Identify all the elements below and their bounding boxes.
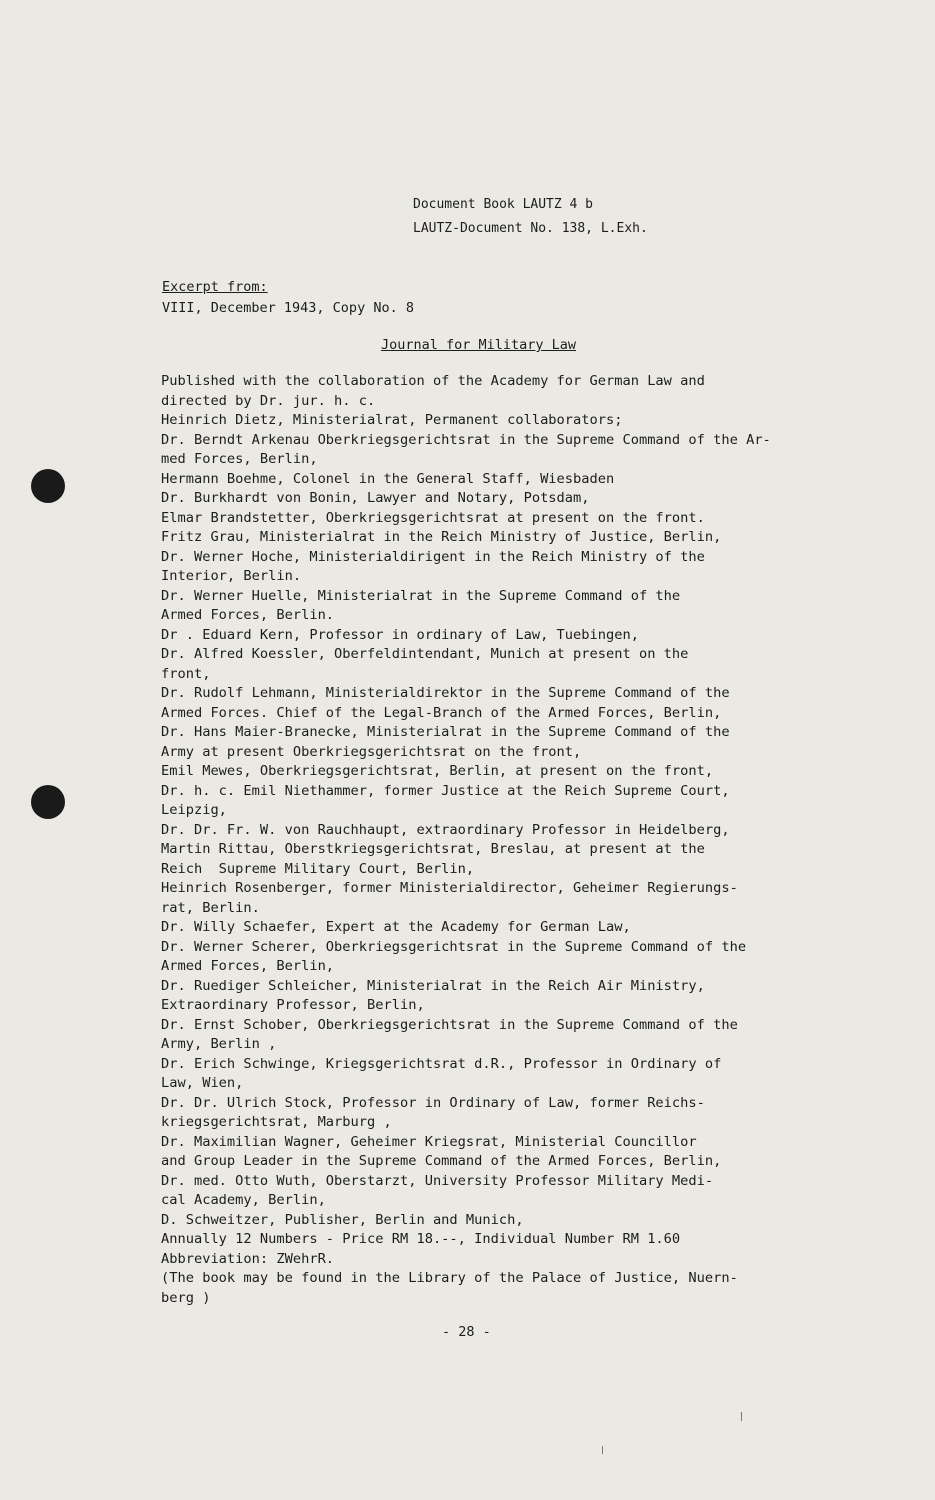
text-line: Leipzig, xyxy=(161,802,227,818)
text-line: (The book may be found in the Library of the Palace of Justice, Nuern- xyxy=(161,1270,738,1286)
text-line: Dr. Hans Maier-Branecke, Ministerialrat in the Supreme Command of the xyxy=(161,724,730,740)
text-line: Martin Rittau, Oberstkriegsgerichtsrat, Breslau, at present at the xyxy=(161,841,705,857)
text-line: Army, Berlin , xyxy=(161,1036,277,1052)
text-line: front, xyxy=(161,665,211,682)
text-line: Annually 12 Numbers - Price RM 18.--, Individual Number RM 1.60 xyxy=(161,1231,681,1247)
text-line: Heinrich Rosenberger, former Ministerialdirector, Geheimer Regierungs- xyxy=(161,880,738,896)
text-line: Interior, Berlin. xyxy=(161,568,302,584)
punch-hole-bottom xyxy=(31,785,65,819)
text-line: Law, Wien, xyxy=(161,1075,244,1091)
text-line: Dr . Eduard Kern, Professor in ordinary of Law, Tuebingen, xyxy=(161,626,639,643)
text-line: berg ) xyxy=(161,1289,211,1306)
text-line: Dr. Maximilian Wagner, Geheimer Kriegsrat, Ministerial Councillor xyxy=(161,1133,697,1150)
text-line: Dr. Ruediger Schleicher, Ministerialrat in the Reich Air Ministry, xyxy=(161,977,705,994)
text-line: med Forces, Berlin, xyxy=(161,451,318,467)
text-line: Armed Forces, Berlin. xyxy=(161,607,335,623)
excerpt-block xyxy=(162,277,414,319)
text-line: kriegsgerichtsrat, Marburg , xyxy=(161,1114,392,1130)
text-line: Extraordinary Professor, Berlin, xyxy=(161,997,425,1013)
punch-hole-top xyxy=(31,469,65,503)
text-line: Heinrich Dietz, Ministerialrat, Permanent collaborators; xyxy=(161,412,623,428)
journal-title: Journal for Military Law xyxy=(381,337,577,353)
text-line: Dr. Alfred Koessler, Oberfeldintendant, Munich at present on the xyxy=(161,646,689,662)
text-line: Dr. Dr. Ulrich Stock, Professor in Ordinary of Law, former Reichs- xyxy=(161,1094,705,1111)
text-line: cal Academy, Berlin, xyxy=(161,1192,326,1208)
excerpt-label: Excerpt from: xyxy=(162,279,268,295)
text-line: Dr. Willy Schaefer, Expert at the Academy for German Law, xyxy=(161,919,631,935)
text-line: Armed Forces. Chief of the Legal-Branch of the Armed Forces, Berlin, xyxy=(161,704,722,721)
text-line: Reich Supreme Military Court, Berlin, xyxy=(161,860,475,877)
page-number: - 28 - xyxy=(442,1324,491,1340)
text-line: Dr. Ernst Schober, Oberkriegsgerichtsrat in the Supreme Command of the xyxy=(161,1016,738,1033)
document-book-line: Document Book LAUTZ 4 b xyxy=(413,197,594,212)
text-line: Abbreviation: ZWehrR. xyxy=(161,1250,335,1267)
text-line: Dr. Dr. Fr. W. von Rauchhaupt, extraordinary Professor in Heidelberg, xyxy=(161,821,730,838)
text-line: Fritz Grau, Ministerialrat in the Reich Ministry of Justice, Berlin, xyxy=(161,529,722,545)
text-line: Published with the collaboration of the Academy for German Law and xyxy=(161,373,705,389)
journal-masthead-text xyxy=(161,372,841,1308)
text-line: Dr. Rudolf Lehmann, Ministerialdirektor in the Supreme Command of the xyxy=(161,685,730,701)
text-line: Dr. Werner Scherer, Oberkriegsgerichtsrat in the Supreme Command of the xyxy=(161,938,747,955)
text-line: rat, Berlin. xyxy=(161,899,260,916)
text-line: Dr. med. Otto Wuth, Oberstarzt, University Professor Military Medi- xyxy=(161,1172,714,1189)
excerpt-source: VIII, December 1943, Copy No. 8 xyxy=(162,300,414,316)
text-line: Dr. Werner Huelle, Ministerialrat in the Supreme Command of the xyxy=(161,587,681,604)
scan-mark xyxy=(741,1412,742,1421)
document-header xyxy=(413,193,648,241)
text-line: Hermann Boehme, Colonel in the General Staff, Wiesbaden xyxy=(161,470,615,487)
text-line: Army at present Oberkriegsgerichtsrat on the front, xyxy=(161,743,582,760)
text-line: Dr. Werner Hoche, Ministerialdirigent in the Reich Ministry of the xyxy=(161,548,705,565)
text-line: Elmar Brandstetter, Oberkriegsgerichtsrat at present on the front. xyxy=(161,509,705,526)
text-line: Armed Forces, Berlin, xyxy=(161,958,335,974)
scan-mark xyxy=(602,1446,603,1454)
text-line: Dr. Berndt Arkenau Oberkriegsgerichtsrat in the Supreme Command of the Ar- xyxy=(161,431,771,448)
text-line: Emil Mewes, Oberkriegsgerichtsrat, Berlin, at present on the front, xyxy=(161,763,714,779)
text-line: Dr. h. c. Emil Niethammer, former Justice at the Reich Supreme Court, xyxy=(161,782,730,799)
text-line: Dr. Burkhardt von Bonin, Lawyer and Notary, Potsdam, xyxy=(161,490,590,506)
text-line: Dr. Erich Schwinge, Kriegsgerichtsrat d.R., Professor in Ordinary of xyxy=(161,1055,722,1072)
document-number-line: LAUTZ-Document No. 138, L.Exh. xyxy=(413,221,648,236)
text-line: D. Schweitzer, Publisher, Berlin and Munich, xyxy=(161,1211,524,1228)
text-line: and Group Leader in the Supreme Command of the Armed Forces, Berlin, xyxy=(161,1153,722,1169)
text-line: directed by Dr. jur. h. c. xyxy=(161,392,376,409)
